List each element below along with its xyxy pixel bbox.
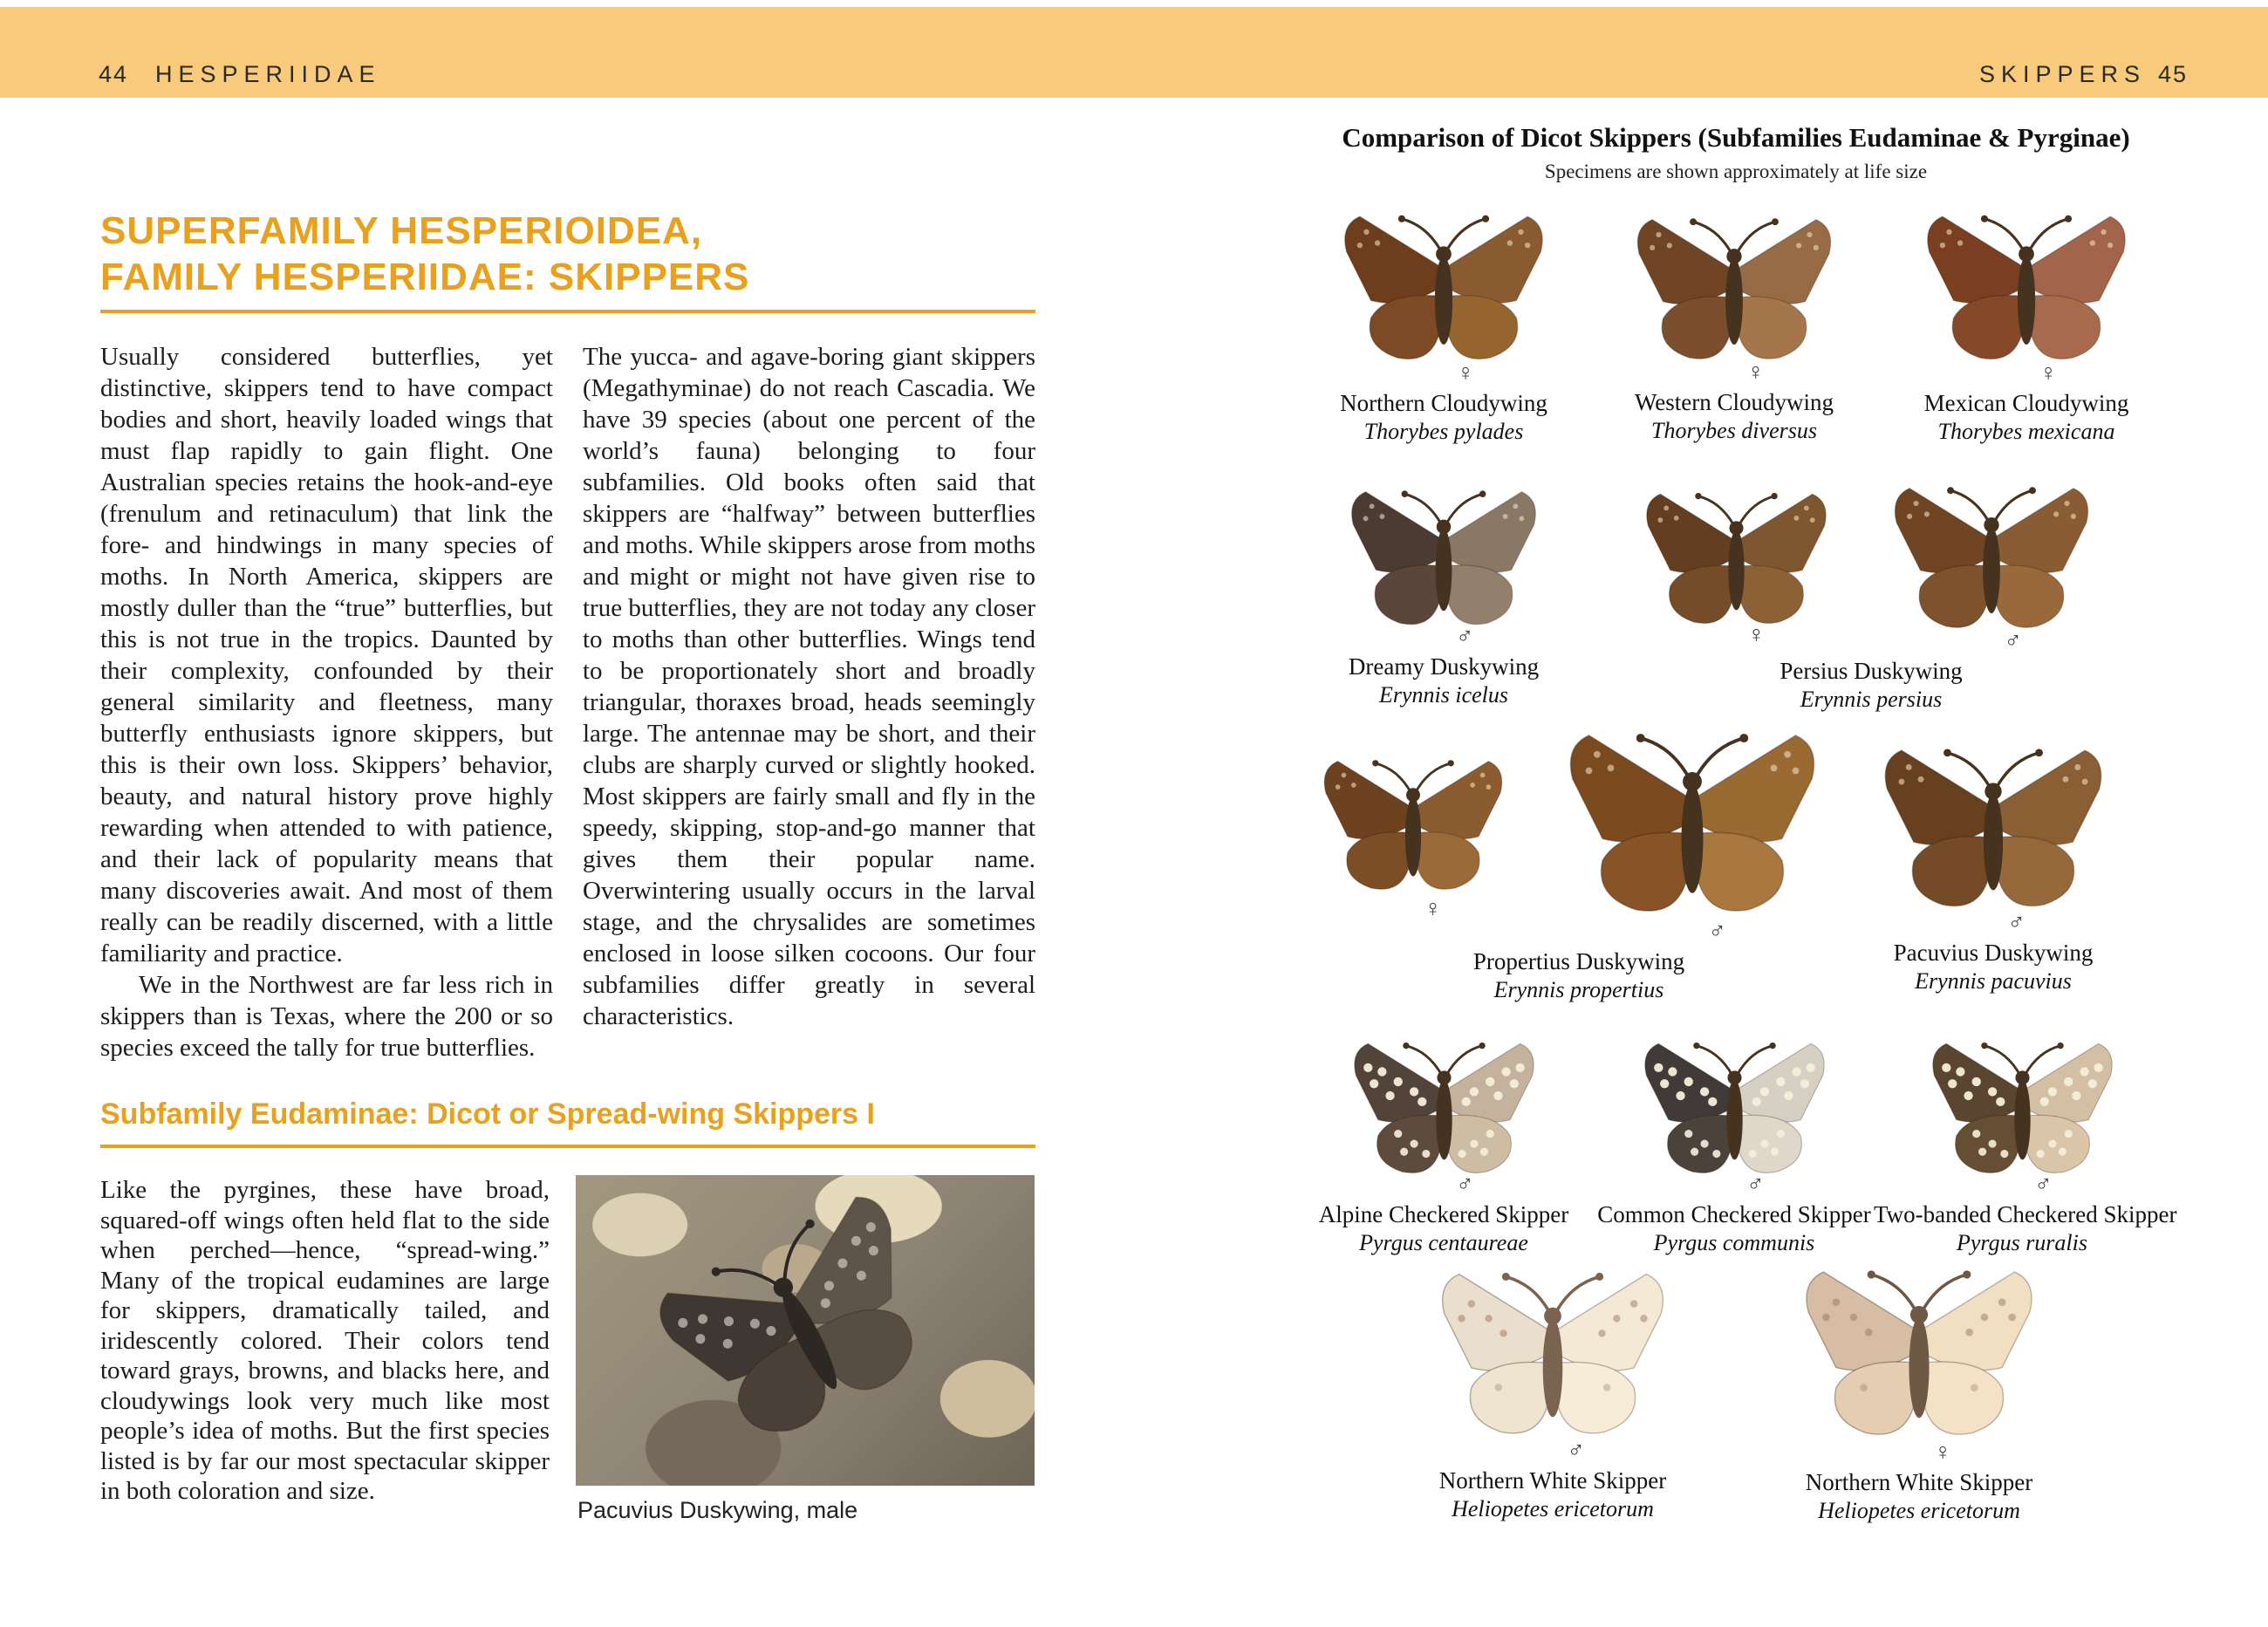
specimen-common-name: Propertius Duskywing xyxy=(1472,948,1685,974)
butterfly-specimen-image xyxy=(1898,1028,2147,1198)
butterfly-illustrations xyxy=(1304,475,1583,650)
butterfly-illustrations xyxy=(1595,1028,1874,1198)
butterfly-specimen-image xyxy=(1322,475,1566,650)
specimen-figure xyxy=(1749,1252,2089,1526)
body-column-2 xyxy=(583,341,1035,1063)
butterfly-specimen-image xyxy=(1409,1254,1697,1464)
sex-symbol: ♂ xyxy=(2034,1171,2053,1197)
butterfly-specimen-image xyxy=(1896,199,2157,386)
page-header-band xyxy=(0,7,2268,98)
specimen-species-name: Pyrgus ruralis xyxy=(1957,1230,2087,1255)
specimen-figure xyxy=(1304,475,1583,710)
butterfly-illustrations xyxy=(1874,1028,2170,1198)
specimen-common-name: Pacuvius Duskywing xyxy=(1893,940,2094,966)
sex-symbol: ♂ xyxy=(1708,918,1726,944)
sex-symbol: ♂ xyxy=(1456,1171,1474,1197)
specimen-figure xyxy=(1387,1254,1718,1524)
sex-symbol: ♀ xyxy=(1934,1439,1952,1465)
specimen-figure xyxy=(1595,202,1874,446)
sex-symbol: ♂ xyxy=(1456,623,1474,649)
sex-symbol: ♀ xyxy=(2039,359,2058,386)
habitat-photo xyxy=(576,1175,1035,1486)
sex-symbol: ♂ xyxy=(1746,1171,1765,1197)
paragraph: We in the Northwest are far less rich in skippers than is Texas, where the 200 or so species exceed the tally for true butterflies. xyxy=(100,971,553,1062)
specimen-species-name: Thorybes pylades xyxy=(1363,419,1524,444)
body-text-columns xyxy=(100,341,1035,1063)
section-heading-line1: SUPERFAMILY HESPERIOIDEA, xyxy=(100,209,703,252)
specimen-common-name: Common Checkered Skipper xyxy=(1597,1201,1871,1227)
sex-symbol: ♂ xyxy=(1567,1437,1585,1463)
specimen-figure xyxy=(1882,199,2170,447)
section-heading xyxy=(100,208,1038,300)
specimen-figure xyxy=(1291,714,1867,1005)
sex-symbol: ♀ xyxy=(1457,359,1475,386)
subsection-text xyxy=(100,1175,550,1507)
butterfly-specimen-image xyxy=(1320,1028,1568,1198)
plate-subtitle: Specimens are shown approximately at life size xyxy=(1544,161,1928,182)
specimen-common-name: Mexican Cloudywing xyxy=(1923,390,2129,416)
butterfly-illustrations xyxy=(1304,1028,1583,1198)
butterfly-illustrations xyxy=(1291,714,1867,945)
butterfly-illustrations xyxy=(1601,471,2142,654)
specimen-common-name: Northern White Skipper xyxy=(1805,1469,2033,1495)
specimen-species-name: Thorybes diversus xyxy=(1651,418,1817,443)
specimen-figure xyxy=(1300,199,1588,447)
specimen-species-name: Erynnis persius xyxy=(1800,687,1943,712)
specimen-species-name: Erynnis icelus xyxy=(1378,682,1509,708)
paragraph: The yucca- and agave-boring giant skippers (Megathyminae) do not reach Cascadia. We have 39 species (about one percent of the world’s fauna) belonging to four subfamilies. Old books often said that skippers are “halfway” between butterflies and moths. While skippers arose from moths and might or might not have given rise to true butterflies, they are not today any closer to moths than other butterflies. Wings tend to be proportionately short and broadly triangular, thoraxes broad, heads seemingly large. The antennae may be short, and their clubs are sharply curved or slightly hooked. Most skippers are fairly small and fly in the speedy, skipping, stop-and-go manner that gives them their popular name. Overwintering usually occurs in the larval stage, and the chrysalides are sometimes enclosed in loose silken cocoons. Our four subfamilies differ greatly in several characteristics. xyxy=(583,343,1035,1030)
butterfly-specimen-image xyxy=(1608,202,1861,386)
specimen-species-name: Thorybes mexicana xyxy=(1937,419,2115,444)
right-running-head: SKIPPERS xyxy=(1978,61,2146,87)
left-page-number: 44 xyxy=(99,61,129,87)
sex-symbol: ♂ xyxy=(2004,627,2022,653)
plate-title: Comparison of Dicot Skippers (Subfamilies Eudaminae & Pyrginae) xyxy=(1342,122,2130,153)
right-page-number: 45 xyxy=(2157,61,2188,87)
left-running-head: HESPERIIDAE xyxy=(155,61,381,87)
butterfly-specimen-image xyxy=(1861,471,2122,654)
sex-symbol: ♀ xyxy=(1747,620,1766,647)
specimen-common-name: Dreamy Duskywing xyxy=(1348,653,1540,680)
specimen-species-name: Pyrgus centaureae xyxy=(1359,1230,1528,1255)
specimen-figure xyxy=(1601,471,2142,714)
section-heading-line2: FAMILY HESPERIIDAE: SKIPPERS xyxy=(100,256,750,298)
butterfly-illustrations xyxy=(1595,202,1874,386)
sex-symbol: ♂ xyxy=(2007,909,2025,935)
butterfly-specimen-image xyxy=(1771,1252,2067,1466)
photo-caption: Pacuvius Duskywing, male xyxy=(577,1497,858,1523)
specimen-figure xyxy=(1845,731,2142,996)
butterfly-illustrations xyxy=(1387,1254,1718,1464)
specimen-common-name: Western Cloudywing xyxy=(1634,389,1834,415)
specimen-species-name: Erynnis propertius xyxy=(1493,977,1664,1002)
butterfly-photo-subject xyxy=(592,1175,1018,1486)
specimen-common-name: Northern White Skipper xyxy=(1438,1467,1667,1494)
specimen-common-name: Alpine Checkered Skipper xyxy=(1318,1201,1569,1227)
butterfly-specimen-image xyxy=(1304,737,1522,922)
specimen-species-name: Pyrgus communis xyxy=(1653,1230,1815,1255)
butterfly-illustrations xyxy=(1749,1252,2089,1466)
butterfly-illustrations xyxy=(1300,199,1588,386)
butterfly-specimen-image xyxy=(1313,199,1575,386)
specimen-species-name: Heliopetes ericetorum xyxy=(1818,1498,2020,1523)
specimen-common-name: Two-banded Checkered Skipper xyxy=(1874,1201,2177,1227)
specimen-species-name: Heliopetes ericetorum xyxy=(1452,1496,1654,1521)
specimen-figure xyxy=(1595,1028,1874,1258)
butterfly-illustrations xyxy=(1845,731,2142,936)
subheading-rule xyxy=(100,1145,1035,1148)
sex-symbol: ♀ xyxy=(1746,359,1765,385)
paragraph: Usually considered butterflies, yet distinctive, skippers tend to have compact bodies and short, heavily loaded wings that must flap rapidly to gain flight. One Australian species retains the hook-and-eye (frenulum and retinaculum) that link the fore- and hindwings in many species of moths. In North America, skippers are mostly duller than the “true” butterflies, but this is not true in the tropics. Daunted by their complexity, confounded by their general similarity and fleetness, many butterfly enthusiasts ignore skippers, but this is their own loss. Skippers’ behavior, beauty, and natural history prove highly rewarding when attended to with patience, and their lack of popularity means that many discoveries await. And most of them really can be readily discerned, with a little familiarity and practice. xyxy=(100,343,553,967)
butterfly-specimen-image xyxy=(1531,714,1854,945)
butterfly-illustrations xyxy=(1882,199,2170,386)
specimen-species-name: Erynnis pacuvius xyxy=(1915,968,2072,994)
specimen-common-name: Northern Cloudywing xyxy=(1340,390,1547,416)
butterfly-specimen-image xyxy=(1610,1028,1859,1198)
specimen-figure xyxy=(1874,1028,2177,1258)
body-column-1 xyxy=(100,341,553,1063)
specimen-figure xyxy=(1304,1028,1583,1258)
butterfly-specimen-image xyxy=(1849,731,2137,936)
sex-symbol: ♀ xyxy=(1424,894,1442,921)
subsection-heading: Subfamily Eudaminae: Dicot or Spread-wing Skippers I xyxy=(100,1097,875,1131)
specimen-common-name: Persius Duskywing xyxy=(1780,658,1963,684)
butterfly-specimen-image xyxy=(1621,478,1852,648)
paragraph: Like the pyrgines, these have broad, squared-off wings often held flat to the side when perched—hence, “spread-wing.” Many of the tropical eudamines are large for skippers, dramatically tailed, and iridescently colored. Their colors tend toward grays, browns, and blacks here, and cloudywings look very much like most people’s idea of moths. But the first species listed is by far our most spectacular skipper in both coloration and size. xyxy=(100,1176,550,1505)
heading-rule xyxy=(100,310,1035,313)
